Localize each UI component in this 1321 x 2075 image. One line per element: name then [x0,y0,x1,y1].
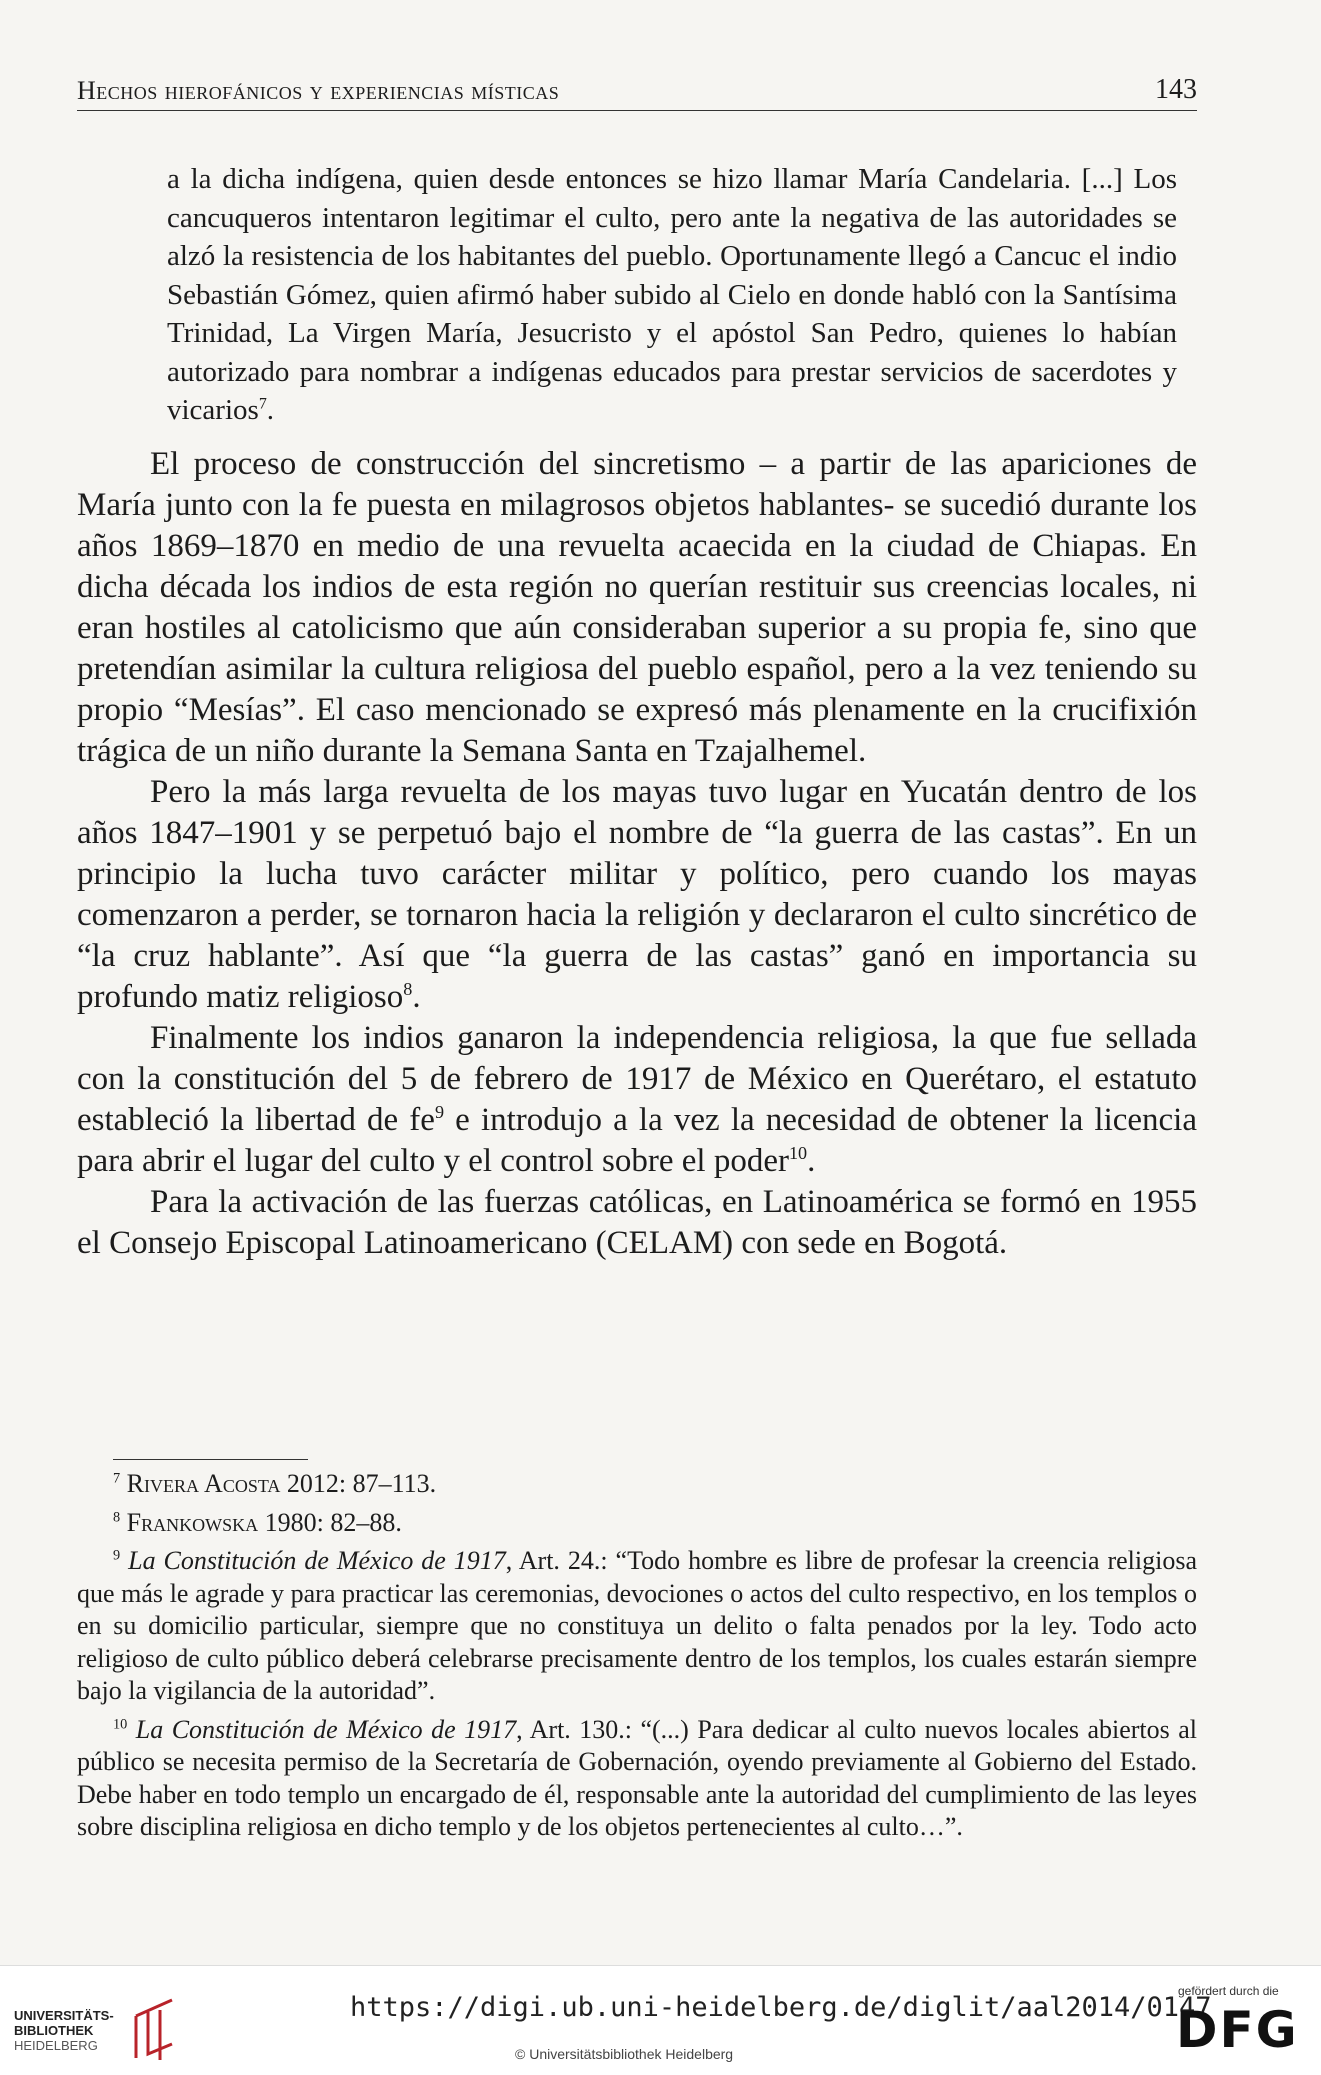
footnote-10: $^{10}$ La Constitución de México de 1917, Art. 130.: “(...) Para dedicar al culto nuevos locales abiertos al público se necesita permiso de la Secretaría de Gobernación, oyendo previamente al Gobierno del Estado. Debe haber en todo templo un encargado de él, responsable ante la autoridad del cumplimiento de las leyes sobre disciplina religiosa en dicho templo y de los objetos pertenecientes al culto…”. [77,1714,1198,1841]
footnote-ref-8[interactable]: 8 [403,978,413,999]
footnote-9: $^9$ La Constitución de México de 1917, Art. 24.: “Todo hombre es libre de profesar la creencia religiosa que más le agrade y para practicar las ceremonias, devociones o actos del culto respectivo, en los templos o en su domicilio particular, siempre que no constituya un delito o falta penados por la ley. Todo acto religioso de culto público deberá celebrarse precisamente dentro de los templos, los cuales estarán siempre bajo la vigilancia de la autoridad”. [77,1546,1198,1705]
paragraph-2: Pero la más larga revuelta de los mayas tuvo lugar en Yucatán dentro de los años 1847–1901 y se perpetuó bajo el nombre de “la guerra de las castas”. En un principio la lucha tuvo carácter militar y político, pero cuando los mayas comenzaron a perder, se tornaron hacia la religión y declararon el culto sincrético de “la cruz hablante”. Así que “la guerra de las castas” ganó en importancia su profundo matiz religioso$^8$. [77,773,1197,1015]
header-rule [77,110,1197,111]
footnote-ref-7[interactable]: 7 [258,395,267,413]
footnote-7: $^7$ Rivera Acosta 2012: 87–113. [113,1469,437,1498]
permalink-url[interactable]: https://digi.ub.uni-heidelberg.de/diglit/aal2014/0147 [350,1992,1212,2023]
footnote-ref-10[interactable]: 10 [788,1142,808,1163]
footnotes [77,1468,1197,1850]
page-footer [0,1965,1321,2075]
footnote-8: $^8$ Frankowska 1980: 82–88. [113,1507,402,1537]
footnote-ref-9[interactable]: 9 [434,1101,445,1122]
paragraph-1: El proceso de construcción del sincretismo – a partir de las apariciones de María junto con la fe puesta en milagrosos objetos hablantes- se sucedió durante los años 1869–1870 en medio de una revuelta acaecida en la ciudad de Chiapas. En dicha década los indios de esta región no querían restituir sus creencias locales, ni eran hostiles al catolicismo que aún consideraban superior a su propia fe, sino que pretendían asimilar la cultura religiosa del pueblo español, pero a la vez teniendo su propio “Mesías”. El caso mencionado se expresó más plenamente en la crucifixión trágica de un niño durante la Semana Santa en Tzajalhemel. [77,445,1197,769]
block-quote: a la dicha indígena, quien desde entonces se hizo llamar María Candelaria. [...] Los cancuqueros intentaron legitimar el culto, pero ante la negativa de las autoridades se alzó la resistencia de los habitantes del pueblo. Oportunamente llegó a Cancuc el indio Sebastián Gómez, quien afirmó haber subido al Cielo en donde habló con la Santísima Trinidad, La Virgen María, Jesucristo y el apóstol San Pedro, quienes lo habían autorizado para nombrar a indígenas educados para prestar servicios de sacerdotes y vicarios$^7$. [167,163,1177,426]
dfg-logo: DFG [1176,2001,1299,2059]
footnote-rule [113,1459,308,1460]
library-name: UNIVERSITÄTS- BIBLIOTHEK HEIDELBERG [14,2008,114,2053]
page-number: 143 [1155,74,1197,105]
paragraph-3: Finalmente los indios ganaron la independencia religiosa, la que fue sellada con la constitución del 5 de febrero de 1917 de México en Querétaro, el estatuto estableció la libertad de $fe^9$ e introdujo a la vez la necesidad de obtener la licencia para abrir el lugar del culto y el control sobre el poder$^{10}$. [77,1019,1197,1179]
funder-label: gefördert durch die [1178,1984,1279,1998]
paragraph-4: Para la activación de las fuerzas católicas, en Latinoamérica se formó en 1955 el Consejo Episcopal Latinoamericano (CELAM) con sede en Bogotá. [77,1183,1197,1261]
running-header [77,66,1197,110]
main-text [77,160,1197,1264]
copyright-notice: © Universitätsbibliothek Heidelberg [515,2046,734,2062]
running-title: Hechos hierofánicos y experiencias místicas [77,76,560,105]
library-logo-icon [128,1996,188,2062]
